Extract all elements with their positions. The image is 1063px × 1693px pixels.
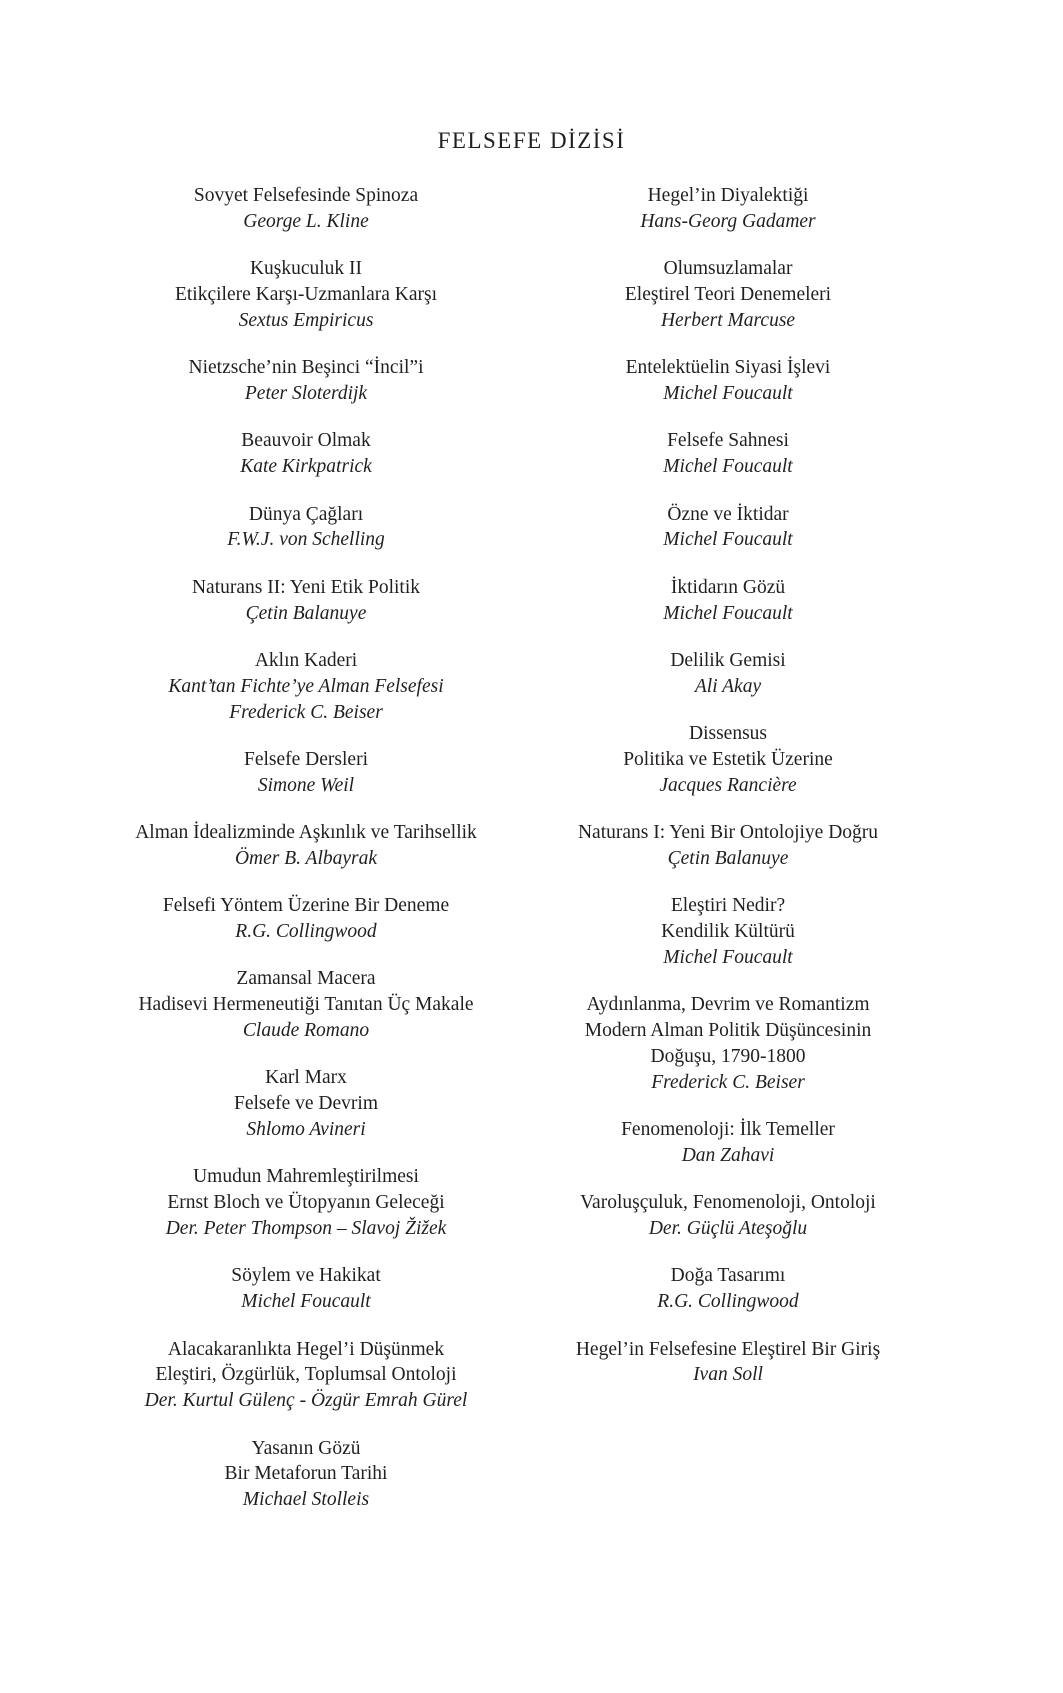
book-title: Hegel’in Diyalektiği — [647, 185, 809, 206]
book-entry — [96, 502, 516, 554]
book-title: Dünya Çağları — [248, 503, 364, 525]
book-entry — [518, 183, 938, 235]
book-title: Aydınlanma, Devrim ve Romantizm — [586, 994, 870, 1016]
book-entry — [96, 355, 516, 407]
book-author: Kate Kirkpatrick — [240, 456, 372, 478]
book-author: Peter Sloterdijk — [244, 382, 368, 404]
book-author: Ömer B. Albayrak — [234, 847, 378, 869]
book-author: George L. Kline — [243, 210, 369, 232]
book-entry — [96, 820, 516, 872]
book-entry — [96, 893, 516, 945]
book-entry — [518, 992, 938, 1095]
book-title: Umudun Mahremleştirilmesi — [193, 1166, 419, 1188]
book-subtitle: Politika ve Estetik Üzerine — [623, 748, 833, 770]
page-title: FELSEFE DİZİSİ — [437, 128, 626, 153]
book-entry — [518, 1337, 938, 1389]
book-title: Kuşkuculuk II — [249, 258, 363, 280]
book-title: Entelektüelin Siyasi İşlevi — [625, 357, 831, 379]
book-title: Fenomenoloji: İlk Temeller — [621, 1119, 835, 1141]
book-entry — [96, 1436, 516, 1513]
book-entry — [96, 966, 516, 1043]
book-entry — [96, 1263, 516, 1315]
book-author: Frederick C. Beiser — [651, 1071, 805, 1093]
book-title: Dissensus — [688, 723, 767, 745]
book-author: Shlomo Avineri — [246, 1119, 366, 1141]
book-entry — [96, 183, 516, 235]
book-author: Michel Foucault — [663, 946, 793, 968]
book-subtitle: Modern Alman Politik Düşüncesinin — [584, 1020, 872, 1042]
book-author: Michel Foucault — [241, 1291, 371, 1313]
book-entry — [518, 1190, 938, 1242]
book-subtitle: Eleştirel Teori Denemeleri — [624, 283, 832, 305]
book-subtitle: Felsefe ve Devrim — [233, 1093, 379, 1115]
book-author: Ali Akay — [694, 675, 762, 697]
book-author: Der. Kurtul Gülenç - Özgür Emrah Gürel — [144, 1390, 468, 1412]
book-entry — [96, 428, 516, 480]
book-author: Claude Romano — [242, 1020, 370, 1042]
book-author: Hans-Georg Gadamer — [640, 210, 816, 232]
book-author: Dan Zahavi — [681, 1144, 775, 1166]
book-title: Söylem ve Hakikat — [231, 1265, 381, 1287]
book-entry — [518, 1117, 938, 1169]
book-title: Nietzsche’nin Beşinci “İncil”i — [188, 357, 424, 379]
book-author: Michel Foucault — [663, 602, 793, 624]
book-subtitle: Kant’tan Fichte’ye Alman Felsefesi — [168, 675, 444, 697]
book-entry — [518, 256, 938, 333]
book-entry — [518, 428, 938, 480]
book-entry — [96, 747, 516, 799]
book-subtitle: Kendilik Kültürü — [661, 921, 795, 943]
book-subtitle: Eleştiri, Özgürlük, Toplumsal Ontoloji — [155, 1364, 457, 1386]
book-subtitle: Bir Metaforun Tarihi — [224, 1463, 388, 1485]
book-entry — [96, 256, 516, 333]
book-title: Alacakaranlıkta Hegel’i Düşünmek — [167, 1338, 445, 1360]
book-author: Simone Weil — [257, 774, 355, 796]
book-title: Doğa Tasarımı — [670, 1265, 786, 1287]
book-entry — [96, 575, 516, 627]
book-entry — [96, 1337, 516, 1414]
book-title: Varoluşçuluk, Fenomenoloji, Ontoloji — [580, 1192, 876, 1214]
book-entry — [518, 721, 938, 798]
book-title: Aklın Kaderi — [254, 649, 358, 671]
book-author: Michel Foucault — [663, 382, 793, 404]
book-title: Eleştiri Nedir? — [670, 895, 786, 917]
book-subtitle: Doğuşu, 1790-1800 — [650, 1045, 806, 1067]
book-entry — [518, 820, 938, 872]
book-entry — [518, 1263, 938, 1315]
book-title: Olumsuzlamalar — [663, 258, 793, 280]
book-title: Felsefe Dersleri — [244, 748, 368, 770]
book-author: Ivan Soll — [693, 1364, 763, 1386]
book-author: Çetin Balanuye — [667, 847, 789, 869]
book-entry — [518, 502, 938, 554]
book-title: Felsefe Sahnesi — [667, 430, 789, 452]
book-entry — [518, 648, 938, 700]
book-author: Michel Foucault — [663, 456, 793, 478]
book-author: Çetin Balanuye — [245, 602, 367, 624]
book-author: Frederick C. Beiser — [229, 701, 383, 723]
book-author: Michel Foucault — [663, 529, 793, 551]
book-title: İktidarın Gözü — [670, 576, 786, 598]
book-subtitle: Ernst Bloch ve Ütopyanın Geleceği — [167, 1192, 445, 1214]
book-title: Hegel’in Felsefesine Eleştirel Bir Giriş — [575, 1338, 881, 1360]
book-entry — [96, 1065, 516, 1142]
book-entry — [518, 893, 938, 970]
book-title: Naturans II: Yeni Etik Politik — [191, 576, 421, 598]
book-title: Karl Marx — [265, 1067, 347, 1089]
book-author: Michael Stolleis — [242, 1489, 370, 1511]
book-title: Beauvoir Olmak — [241, 430, 371, 452]
book-title: Yasanın Gözü — [251, 1437, 361, 1459]
book-subtitle: Etikçilere Karşı-Uzmanlara Karşı — [174, 283, 438, 305]
book-entry — [96, 648, 516, 725]
book-entry — [518, 575, 938, 627]
book-author: Der. Peter Thompson – Slavoj Žižek — [165, 1218, 447, 1240]
book-subtitle: Hadisevi Hermeneutiği Tanıtan Üç Makale — [138, 994, 474, 1016]
book-title: Felsefi Yöntem Üzerine Bir Deneme — [162, 895, 450, 917]
book-author: Sextus Empiricus — [238, 309, 374, 331]
book-title: Delilik Gemisi — [670, 649, 786, 671]
book-entry — [518, 355, 938, 407]
right-column — [518, 183, 938, 1388]
book-entry — [96, 1164, 516, 1241]
book-title: Alman İdealizminde Aşkınlık ve Tarihsellik — [135, 822, 477, 844]
book-author: Herbert Marcuse — [660, 309, 796, 331]
book-title: Zamansal Macera — [236, 968, 376, 990]
book-author: R.G. Collingwood — [657, 1291, 799, 1313]
book-author: R.G. Collingwood — [235, 921, 377, 943]
book-title: Özne ve İktidar — [667, 503, 789, 525]
left-column — [96, 183, 516, 1513]
book-title: Sovyet Felsefesinde Spinoza — [193, 185, 419, 206]
book-author: Der. Güçlü Ateşoğlu — [648, 1218, 808, 1240]
book-author: Jacques Rancière — [659, 774, 797, 796]
book-title: Naturans I: Yeni Bir Ontolojiye Doğru — [577, 822, 879, 844]
book-author: F.W.J. von Schelling — [227, 529, 385, 551]
